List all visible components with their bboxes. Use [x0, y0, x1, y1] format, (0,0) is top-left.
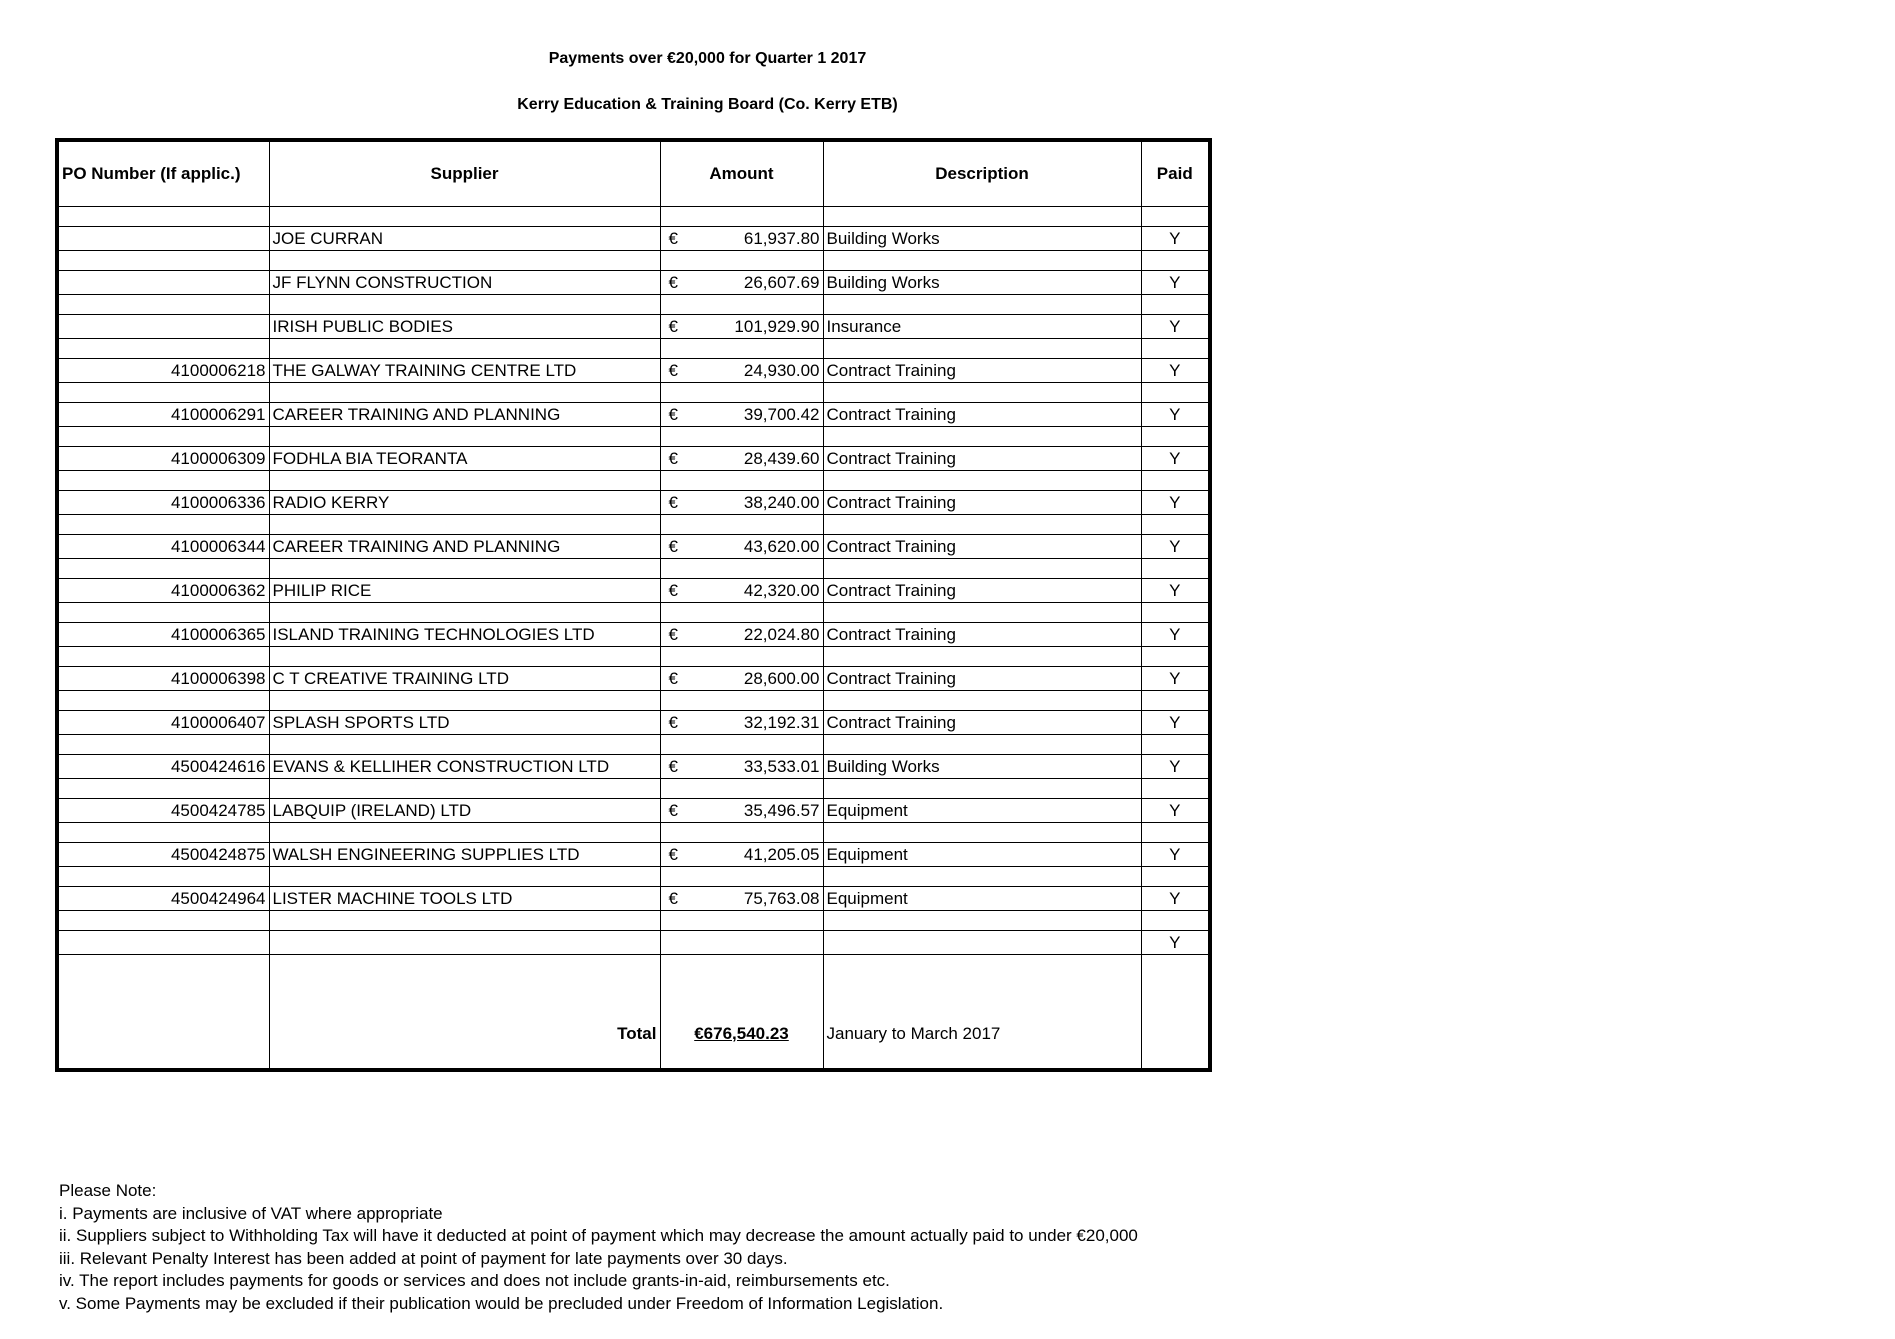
table-row	[57, 667, 1210, 691]
paid-cell: Y	[1141, 315, 1210, 339]
po-number-cell: 4500424616	[57, 755, 269, 779]
description-cell: Equipment	[823, 843, 1141, 867]
table-row	[57, 711, 1210, 735]
supplier-cell	[269, 867, 660, 887]
amount-value: 41,205.05	[743, 844, 820, 864]
currency-symbol: €	[668, 800, 678, 820]
table-row	[57, 447, 1210, 471]
paid-cell: Y	[1141, 447, 1210, 471]
amount-value: 42,320.00	[743, 580, 820, 600]
amount-value: 28,600.00	[743, 668, 820, 688]
supplier-cell	[269, 471, 660, 491]
supplier-cell: IRISH PUBLIC BODIES	[269, 315, 660, 339]
amount-cell	[660, 755, 823, 779]
amount-cell	[660, 339, 823, 359]
note-item: v. Some Payments may be excluded if their publication would be precluded under Freedom of Information Legislation.	[59, 1293, 944, 1313]
table-row	[57, 647, 1210, 667]
po-number-cell: 4100006309	[57, 447, 269, 471]
total-po-cell	[57, 955, 269, 1071]
supplier-cell	[269, 911, 660, 931]
description-cell	[823, 691, 1141, 711]
amount-value: 43,620.00	[743, 536, 820, 556]
paid-cell	[1141, 207, 1210, 227]
paid-cell	[1141, 295, 1210, 315]
paid-cell: Y	[1141, 931, 1210, 955]
description-cell: Contract Training	[823, 711, 1141, 735]
description-cell: Building Works	[823, 227, 1141, 251]
amount-cell	[660, 535, 823, 559]
amount-cell	[660, 315, 823, 339]
paid-cell: Y	[1141, 887, 1210, 911]
currency-symbol: €	[668, 712, 678, 732]
amount-cell	[660, 823, 823, 843]
amount-value: 26,607.69	[743, 272, 820, 292]
amount-value: 24,930.00	[743, 360, 820, 380]
table-row	[57, 911, 1210, 931]
amount-cell	[660, 403, 823, 427]
supplier-cell: RADIO KERRY	[269, 491, 660, 515]
description-cell: Contract Training	[823, 623, 1141, 647]
table-row	[57, 427, 1210, 447]
supplier-cell: EVANS & KELLIHER CONSTRUCTION LTD	[269, 755, 660, 779]
po-number-cell	[57, 383, 269, 403]
amount-cell	[660, 623, 823, 647]
po-number-cell	[57, 559, 269, 579]
amount-cell	[660, 227, 823, 251]
supplier-cell: JF FLYNN CONSTRUCTION	[269, 271, 660, 295]
table-row	[57, 383, 1210, 403]
amount-value: 35,496.57	[743, 800, 820, 820]
description-cell: Contract Training	[823, 491, 1141, 515]
table-row	[57, 755, 1210, 779]
po-number-cell	[57, 735, 269, 755]
supplier-cell: CAREER TRAINING AND PLANNING	[269, 403, 660, 427]
amount-cell	[660, 867, 823, 887]
supplier-cell	[269, 295, 660, 315]
description-cell: Insurance	[823, 315, 1141, 339]
amount-cell	[660, 271, 823, 295]
amount-cell	[660, 251, 823, 271]
currency-symbol: €	[668, 668, 678, 688]
description-cell	[823, 735, 1141, 755]
po-number-cell	[57, 603, 269, 623]
table-row	[57, 339, 1210, 359]
currency-symbol: €	[668, 404, 678, 424]
total-amount-cell	[660, 955, 823, 1071]
amount-cell	[660, 471, 823, 491]
description-cell: Building Works	[823, 271, 1141, 295]
table-row	[57, 623, 1210, 647]
table-body	[57, 207, 1210, 955]
amount-value: 39,700.42	[743, 404, 820, 424]
supplier-cell	[269, 603, 660, 623]
po-number-cell: 4100006398	[57, 667, 269, 691]
amount-value: 32,192.31	[743, 712, 820, 732]
po-number-cell: 4100006407	[57, 711, 269, 735]
supplier-cell	[269, 559, 660, 579]
paid-cell	[1141, 867, 1210, 887]
po-number-cell	[57, 295, 269, 315]
description-cell	[823, 647, 1141, 667]
table-row	[57, 559, 1210, 579]
table-header-row	[57, 140, 1210, 207]
description-cell	[823, 207, 1141, 227]
amount-cell	[660, 735, 823, 755]
description-cell	[823, 471, 1141, 491]
column-header-amount: Amount	[660, 140, 823, 207]
amount-cell	[660, 931, 823, 955]
table-row	[57, 823, 1210, 843]
supplier-cell: FODHLA BIA TEORANTA	[269, 447, 660, 471]
table-row	[57, 867, 1210, 887]
amount-value: 28,439.60	[743, 448, 820, 468]
paid-cell	[1141, 427, 1210, 447]
po-number-cell: 4500424785	[57, 799, 269, 823]
amount-cell	[660, 559, 823, 579]
amount-value: 33,533.01	[743, 756, 820, 776]
note-item: ii. Suppliers subject to Withholding Tax will have it deducted at point of payment which may decrease the amount actually paid to under €20,000	[59, 1226, 1138, 1245]
supplier-cell	[269, 251, 660, 271]
po-number-cell	[57, 647, 269, 667]
supplier-cell: THE GALWAY TRAINING CENTRE LTD	[269, 359, 660, 383]
po-number-cell	[57, 207, 269, 227]
po-number-cell: 4100006344	[57, 535, 269, 559]
amount-value: 101,929.90	[734, 316, 820, 336]
notes-heading: Please Note:	[59, 1181, 157, 1200]
amount-value: 75,763.08	[743, 888, 820, 908]
total-label: Total	[269, 955, 660, 1071]
table-row	[57, 843, 1210, 867]
po-number-cell: 4100006336	[57, 491, 269, 515]
supplier-cell	[269, 931, 660, 955]
table-row	[57, 603, 1210, 623]
table-row	[57, 207, 1210, 227]
paid-cell: Y	[1141, 711, 1210, 735]
note-item: iii. Relevant Penalty Interest has been added at point of payment for late payments over 30 days.	[59, 1248, 788, 1268]
description-cell	[823, 603, 1141, 623]
supplier-cell	[269, 515, 660, 535]
description-cell: Contract Training	[823, 667, 1141, 691]
description-cell	[823, 251, 1141, 271]
table-row	[57, 887, 1210, 911]
supplier-cell	[269, 339, 660, 359]
supplier-cell: LABQUIP (IRELAND) LTD	[269, 799, 660, 823]
supplier-cell: JOE CURRAN	[269, 227, 660, 251]
total-period: January to March 2017	[823, 955, 1141, 1071]
amount-cell	[660, 359, 823, 383]
amount-cell	[660, 647, 823, 667]
column-header-description: Description	[823, 140, 1141, 207]
paid-cell	[1141, 911, 1210, 931]
supplier-cell: WALSH ENGINEERING SUPPLIES LTD	[269, 843, 660, 867]
table-row	[57, 471, 1210, 491]
po-number-cell: 4100006218	[57, 359, 269, 383]
paid-cell	[1141, 471, 1210, 491]
paid-cell: Y	[1141, 403, 1210, 427]
amount-cell	[660, 295, 823, 315]
table-row	[57, 295, 1210, 315]
paid-cell	[1141, 779, 1210, 799]
note-item: i. Payments are inclusive of VAT where appropriate	[59, 1203, 443, 1223]
po-number-cell: 4100006362	[57, 579, 269, 603]
supplier-cell: PHILIP RICE	[269, 579, 660, 603]
paid-cell	[1141, 251, 1210, 271]
amount-cell	[660, 843, 823, 867]
po-number-cell	[57, 823, 269, 843]
amount-cell	[660, 491, 823, 515]
table-row	[57, 315, 1210, 339]
paid-cell: Y	[1141, 799, 1210, 823]
po-number-cell	[57, 339, 269, 359]
table-row	[57, 403, 1210, 427]
amount-cell	[660, 447, 823, 471]
table-row	[57, 491, 1210, 515]
paid-cell: Y	[1141, 579, 1210, 603]
amount-cell	[660, 887, 823, 911]
description-cell	[823, 931, 1141, 955]
paid-cell	[1141, 383, 1210, 403]
description-cell	[823, 339, 1141, 359]
table-row	[57, 515, 1210, 535]
amount-cell	[660, 515, 823, 535]
po-number-cell	[57, 691, 269, 711]
po-number-cell	[57, 227, 269, 251]
total-row	[57, 955, 1210, 1071]
description-cell: Contract Training	[823, 403, 1141, 427]
table-row	[57, 535, 1210, 559]
table-row	[57, 691, 1210, 711]
supplier-cell: CAREER TRAINING AND PLANNING	[269, 535, 660, 559]
supplier-cell	[269, 823, 660, 843]
currency-symbol: €	[668, 756, 678, 776]
paid-cell: Y	[1141, 535, 1210, 559]
amount-cell	[660, 579, 823, 603]
amount-value: 61,937.80	[743, 228, 820, 248]
amount-cell	[660, 911, 823, 931]
currency-symbol: €	[668, 228, 678, 248]
supplier-cell: SPLASH SPORTS LTD	[269, 711, 660, 735]
table-row	[57, 799, 1210, 823]
supplier-cell	[269, 735, 660, 755]
description-cell: Equipment	[823, 887, 1141, 911]
description-cell	[823, 559, 1141, 579]
po-number-cell: 4500424964	[57, 887, 269, 911]
table-row	[57, 579, 1210, 603]
supplier-cell: C T CREATIVE TRAINING LTD	[269, 667, 660, 691]
description-cell: Contract Training	[823, 359, 1141, 383]
table-row	[57, 779, 1210, 799]
currency-symbol: €	[668, 272, 678, 292]
currency-symbol: €	[668, 624, 678, 644]
supplier-cell	[269, 647, 660, 667]
paid-cell: Y	[1141, 623, 1210, 647]
page-title: Payments over €20,000 for Quarter 1 2017	[548, 50, 867, 67]
po-number-cell	[57, 471, 269, 491]
column-header-paid: Paid	[1141, 140, 1210, 207]
paid-cell	[1141, 339, 1210, 359]
paid-cell: Y	[1141, 755, 1210, 779]
table-row	[57, 359, 1210, 383]
total-amount: €676,540.23	[694, 1024, 789, 1043]
currency-symbol: €	[668, 492, 678, 512]
currency-symbol: €	[668, 844, 678, 864]
currency-symbol: €	[668, 448, 678, 468]
po-number-cell	[57, 315, 269, 339]
payments-table	[55, 138, 1212, 1072]
currency-symbol: €	[668, 580, 678, 600]
page-subtitle: Kerry Education & Training Board (Co. Kerry ETB)	[517, 96, 898, 113]
description-cell	[823, 295, 1141, 315]
notes-section	[59, 1180, 1138, 1315]
amount-cell	[660, 207, 823, 227]
paid-cell	[1141, 515, 1210, 535]
description-cell	[823, 867, 1141, 887]
currency-symbol: €	[668, 888, 678, 908]
po-number-cell	[57, 271, 269, 295]
amount-cell	[660, 691, 823, 711]
paid-cell: Y	[1141, 359, 1210, 383]
amount-cell	[660, 779, 823, 799]
table-row	[57, 227, 1210, 251]
paid-cell: Y	[1141, 227, 1210, 251]
description-cell: Contract Training	[823, 535, 1141, 559]
amount-cell	[660, 603, 823, 623]
po-number-cell: 4100006291	[57, 403, 269, 427]
supplier-cell	[269, 383, 660, 403]
amount-value: 38,240.00	[743, 492, 820, 512]
amount-value: 22,024.80	[743, 624, 820, 644]
supplier-cell	[269, 427, 660, 447]
po-number-cell	[57, 427, 269, 447]
paid-cell	[1141, 559, 1210, 579]
description-cell: Contract Training	[823, 579, 1141, 603]
amount-cell	[660, 799, 823, 823]
po-number-cell	[57, 779, 269, 799]
po-number-cell	[57, 515, 269, 535]
table-row	[57, 271, 1210, 295]
supplier-cell	[269, 207, 660, 227]
table-row	[57, 251, 1210, 271]
po-number-cell	[57, 931, 269, 955]
description-cell	[823, 911, 1141, 931]
paid-cell: Y	[1141, 491, 1210, 515]
amount-cell	[660, 667, 823, 691]
po-number-cell	[57, 251, 269, 271]
supplier-cell	[269, 691, 660, 711]
po-number-cell	[57, 867, 269, 887]
supplier-cell	[269, 779, 660, 799]
paid-cell: Y	[1141, 271, 1210, 295]
supplier-cell: ISLAND TRAINING TECHNOLOGIES LTD	[269, 623, 660, 647]
paid-cell	[1141, 735, 1210, 755]
paid-cell: Y	[1141, 843, 1210, 867]
currency-symbol: €	[668, 316, 678, 336]
supplier-cell: LISTER MACHINE TOOLS LTD	[269, 887, 660, 911]
currency-symbol: €	[668, 360, 678, 380]
description-cell	[823, 515, 1141, 535]
po-number-cell	[57, 911, 269, 931]
paid-cell	[1141, 691, 1210, 711]
note-item: iv. The report includes payments for goods or services and does not include grants-in-aid, reimbursements etc.	[59, 1271, 890, 1290]
table-row	[57, 735, 1210, 755]
description-cell	[823, 779, 1141, 799]
paid-cell	[1141, 647, 1210, 667]
description-cell	[823, 383, 1141, 403]
description-cell	[823, 823, 1141, 843]
currency-symbol: €	[668, 536, 678, 556]
amount-cell	[660, 711, 823, 735]
description-cell: Equipment	[823, 799, 1141, 823]
total-paid-cell	[1141, 955, 1210, 1071]
paid-cell: Y	[1141, 667, 1210, 691]
column-header-po-number: PO Number (If applic.)	[57, 140, 269, 207]
description-cell: Building Works	[823, 755, 1141, 779]
po-number-cell: 4100006365	[57, 623, 269, 647]
description-cell: Contract Training	[823, 447, 1141, 471]
amount-cell	[660, 383, 823, 403]
paid-cell	[1141, 823, 1210, 843]
column-header-supplier: Supplier	[269, 140, 660, 207]
amount-cell	[660, 427, 823, 447]
description-cell	[823, 427, 1141, 447]
table-row	[57, 931, 1210, 955]
po-number-cell: 4500424875	[57, 843, 269, 867]
paid-cell	[1141, 603, 1210, 623]
